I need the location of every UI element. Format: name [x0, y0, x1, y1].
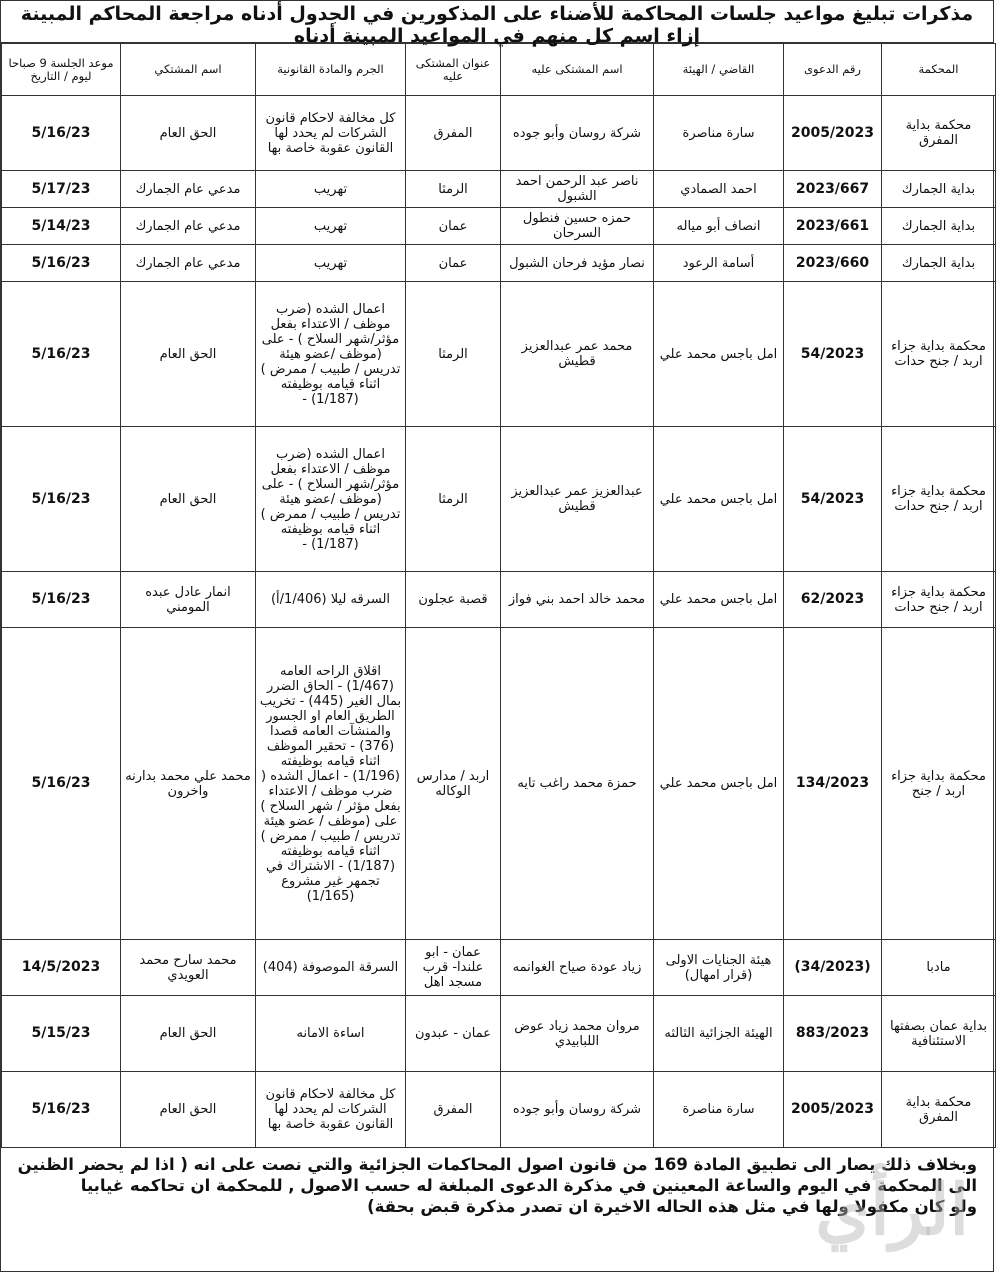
- cell-charge: اقلاق الراحه العامه (1/467) - الحاق الضرر بمال الغير (445) - تخريب الطريق العام او الجسور والمنشآت العامه قصدا (376) - تحقير الموظف اثناء قيامه بوظيفته (1/196) - اعمال الشده ( ضرب موظف / الاعتداء بفعل مؤثر / شهر السلاح ) على (موظف / عضو هيئة تدريس / طبيب / ممرض ) اثناء قيامه بوظيفته (1/187) - الاشتراك في تجمهر غير مشروع (1/165): [256, 628, 406, 940]
- footer-line: وبخلاف ذلك يصار الى تطبيق المادة 169 من قانون اصول المحاكمات الجزائية والتي نصت على انه ( اذا لم يحضر الظنين: [17, 1155, 977, 1174]
- cell-charge: تهريب: [256, 171, 406, 208]
- footer-line: الى المحكمة في اليوم والساعة المعينين في مذكرة الدعوى المبلغة له حسب الاصول , للمحكمة ان تحاكمه غيابيا: [80, 1176, 977, 1195]
- cell-plaintiff: الحق العام: [121, 1072, 256, 1148]
- table-row: [2, 245, 996, 282]
- cell-case-no: 883/2023: [784, 996, 882, 1072]
- cell-plaintiff: الحق العام: [121, 96, 256, 171]
- cell-address: قصبة عجلون: [406, 572, 501, 628]
- cell-defendant: ناصر عبد الرحمن احمد الشبول: [501, 171, 654, 208]
- cell-defendant: مروان محمد زياد عوض اللبابيدي: [501, 996, 654, 1072]
- cell-court: مادبا: [882, 940, 996, 996]
- cell-date: 5/16/23: [2, 282, 121, 427]
- cell-defendant: عبدالعزيز عمر عبدالعزيز قطيش: [501, 427, 654, 572]
- cell-case-no: 2023/660: [784, 245, 882, 282]
- table-row: [2, 96, 996, 171]
- header-case-no: رقم الدعوى: [784, 44, 882, 96]
- cell-defendant: محمد عمر عبدالعزيز قطيش: [501, 282, 654, 427]
- cell-address: عمان - ابو علندا- قرب مسجد اهل: [406, 940, 501, 996]
- cell-judge: انصاف أبو مياله: [654, 208, 784, 245]
- cell-case-no: 2023/661: [784, 208, 882, 245]
- cell-plaintiff: محمد سارح محمد العويدي: [121, 940, 256, 996]
- cell-defendant: شركة روسان وأبو جوده: [501, 1072, 654, 1148]
- cell-plaintiff: الحق العام: [121, 282, 256, 427]
- cell-address: المفرق: [406, 1072, 501, 1148]
- cell-charge: اعمال الشده (ضرب موظف / الاعتداء بفعل مؤثر/شهر السلاح ) - على (موظف /عضو هيئة تدريس / طبيب / ممرض ) اثناء قيامه بوظيفته (1/187) -: [256, 282, 406, 427]
- cell-defendant: شركة روسان وأبو جوده: [501, 96, 654, 171]
- cell-plaintiff: انمار عادل عبده المومني: [121, 572, 256, 628]
- cell-judge: سارة مناصرة: [654, 96, 784, 171]
- cell-judge: الهيئة الجزائية الثالثه: [654, 996, 784, 1072]
- cell-defendant: حمزة محمد راغب تايه: [501, 628, 654, 940]
- cell-address: المفرق: [406, 96, 501, 171]
- cell-date: 5/16/23: [2, 96, 121, 171]
- cell-court: بداية الجمارك: [882, 208, 996, 245]
- cell-plaintiff: الحق العام: [121, 427, 256, 572]
- cell-court: محكمة بداية المفرق: [882, 96, 996, 171]
- cell-court: محكمة بداية جزاء اربد / جنح حدات: [882, 572, 996, 628]
- header-court: المحكمة: [882, 44, 996, 96]
- cell-date: 5/16/23: [2, 572, 121, 628]
- cell-charge: كل مخالفة لاحكام قانون الشركات لم يحدد لها القانون عقوبة خاصة بها: [256, 1072, 406, 1148]
- cell-court: بداية عمان بصفتها الاستئنافية: [882, 996, 996, 1072]
- page-title: مذكرات تبليغ مواعيد جلسات المحاكمة للأضناء على المذكورين في الجدول أدناه مراجعة المحاكم المبينة إزاء اسم كل منهم في المواعيد المبينة أدناه: [1, 1, 993, 43]
- cell-address: الرمثا: [406, 427, 501, 572]
- cell-court: محكمة بداية جزاء اربد / جنح حدات: [882, 427, 996, 572]
- cell-address: عمان: [406, 245, 501, 282]
- cell-date: 5/14/23: [2, 208, 121, 245]
- header-defendant: اسم المشتكى عليه: [501, 44, 654, 96]
- cell-defendant: محمد خالد احمد بني فواز: [501, 572, 654, 628]
- cell-case-no: 2023/667: [784, 171, 882, 208]
- table-body: [2, 96, 996, 1148]
- cell-court: بداية الجمارك: [882, 171, 996, 208]
- cell-charge: اساءة الامانه: [256, 996, 406, 1072]
- table-row: [2, 427, 996, 572]
- header-date: موعد الجلسة 9 صباحا ليوم / التاريخ: [2, 44, 121, 96]
- cell-plaintiff: الحق العام: [121, 996, 256, 1072]
- table-row: [2, 940, 996, 996]
- cell-address: الرمثا: [406, 282, 501, 427]
- table-header-row: [2, 44, 996, 96]
- cell-charge: تهريب: [256, 245, 406, 282]
- cell-date: 5/16/23: [2, 628, 121, 940]
- cell-judge: احمد الصمادي: [654, 171, 784, 208]
- cell-judge: سارة مناصرة: [654, 1072, 784, 1148]
- cell-plaintiff: مدعي عام الجمارك: [121, 171, 256, 208]
- cell-plaintiff: مدعي عام الجمارك: [121, 208, 256, 245]
- table-row: [2, 996, 996, 1072]
- cell-date: 14/5/2023: [2, 940, 121, 996]
- table-row: [2, 628, 996, 940]
- cell-judge: هيئة الجنايات الاولى (قرار امهال): [654, 940, 784, 996]
- cell-plaintiff: مدعي عام الجمارك: [121, 245, 256, 282]
- table-row: [2, 282, 996, 427]
- cell-judge: امل باجس محمد علي: [654, 628, 784, 940]
- cell-court: محكمة بداية جزاء اربد / جنح: [882, 628, 996, 940]
- cell-case-no: 62/2023: [784, 572, 882, 628]
- cell-defendant: زياد عودة صياح الغوانمه: [501, 940, 654, 996]
- cell-case-no: 54/2023: [784, 427, 882, 572]
- cell-charge: اعمال الشده (ضرب موظف / الاعتداء بفعل مؤثر/شهر السلاح ) - على (موظف /عضو هيئة تدريس / طبيب / ممرض ) اثناء قيامه بوظيفته (1/187) -: [256, 427, 406, 572]
- sessions-table: [1, 43, 996, 1148]
- header-judge: القاضي / الهيئة: [654, 44, 784, 96]
- cell-defendant: حمزه حسين فنطول السرحان: [501, 208, 654, 245]
- cell-judge: امل باجس محمد علي: [654, 282, 784, 427]
- table-row: [2, 208, 996, 245]
- cell-case-no: 2005/2023: [784, 1072, 882, 1148]
- cell-court: محكمة بداية جزاء اربد / جنح حدات: [882, 282, 996, 427]
- cell-judge: امل باجس محمد علي: [654, 572, 784, 628]
- cell-date: 5/17/23: [2, 171, 121, 208]
- header-charge: الجرم والمادة القانونية: [256, 44, 406, 96]
- cell-judge: أسامة الرعود: [654, 245, 784, 282]
- cell-address: عمان: [406, 208, 501, 245]
- header-address: عنوان المشتكى عليه: [406, 44, 501, 96]
- cell-charge: السرقة الموصوفة (404): [256, 940, 406, 996]
- cell-address: اربد / مدارس الوكاله: [406, 628, 501, 940]
- cell-charge: السرقه ليلا (1/406/أ): [256, 572, 406, 628]
- cell-date: 5/15/23: [2, 996, 121, 1072]
- header-plaintiff: اسم المشتكي: [121, 44, 256, 96]
- cell-date: 5/16/23: [2, 427, 121, 572]
- cell-court: بداية الجمارك: [882, 245, 996, 282]
- footer-line: ولو كان مكفولا ولها في مثل هذه الحاله الاخيرة ان تصدر مذكرة قبض بحقة): [367, 1197, 977, 1216]
- cell-case-no: 2005/2023: [784, 96, 882, 171]
- cell-case-no: 54/2023: [784, 282, 882, 427]
- cell-address: عمان - عبدون: [406, 996, 501, 1072]
- cell-plaintiff: محمد علي محمد بدارنه واخرون: [121, 628, 256, 940]
- table-row: [2, 572, 996, 628]
- cell-charge: تهريب: [256, 208, 406, 245]
- cell-date: 5/16/23: [2, 245, 121, 282]
- cell-case-no: (34/2023): [784, 940, 882, 996]
- table-row: [2, 171, 996, 208]
- cell-date: 5/16/23: [2, 1072, 121, 1148]
- cell-judge: امل باجس محمد علي: [654, 427, 784, 572]
- newspaper-logo-watermark: الرأي: [815, 1168, 969, 1251]
- cell-case-no: 134/2023: [784, 628, 882, 940]
- cell-address: الرمثا: [406, 171, 501, 208]
- cell-charge: كل مخالفة لاحكام قانون الشركات لم يحدد لها القانون عقوبة خاصة بها: [256, 96, 406, 171]
- cell-court: محكمة بداية المفرق: [882, 1072, 996, 1148]
- table-row: [2, 1072, 996, 1148]
- cell-defendant: نصار مؤيد فرحان الشبول: [501, 245, 654, 282]
